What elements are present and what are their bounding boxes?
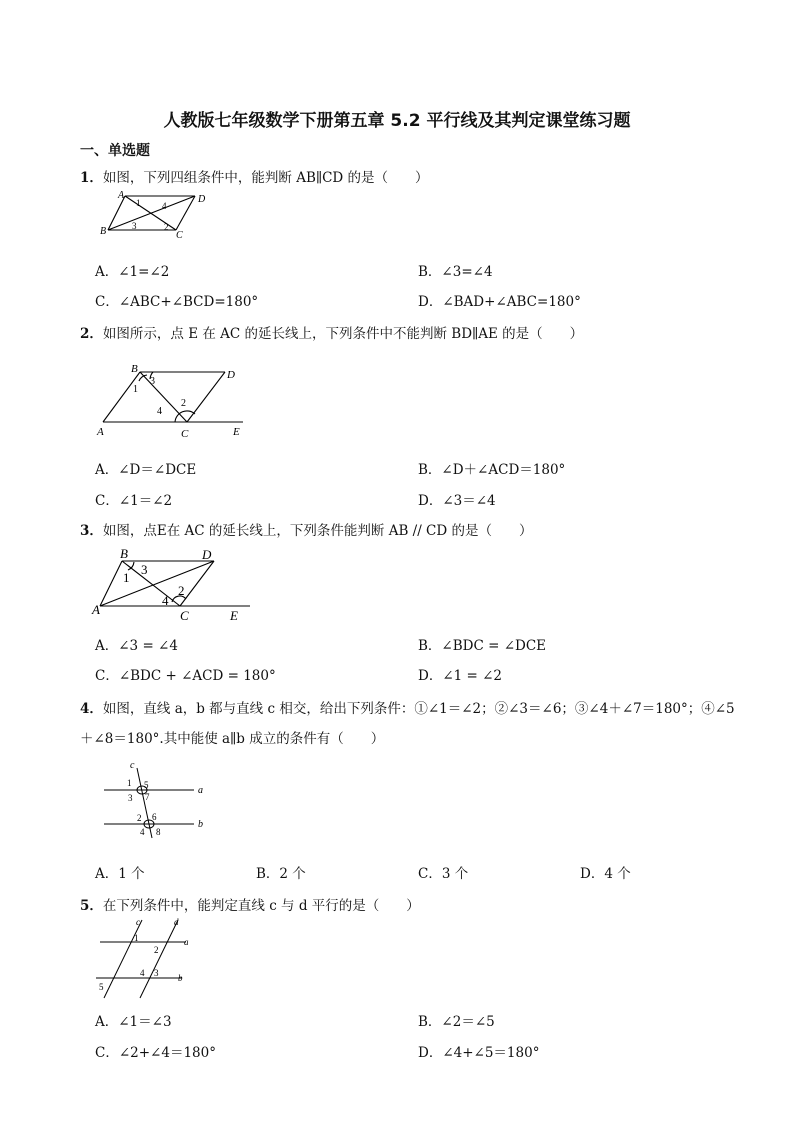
fig-label: D (227, 369, 235, 381)
option-b: B．2 个 (256, 866, 306, 882)
fig-label: 1 (123, 570, 130, 585)
option-c: C．∠1＝∠2 (95, 493, 173, 509)
figure-q2 (95, 362, 245, 440)
figure-q3 (92, 546, 252, 624)
option-a: A．∠1=∠2 (95, 264, 170, 280)
fig-label: 8 (156, 827, 161, 837)
fig-label: E (233, 426, 240, 438)
option-d: D．∠4+∠5＝180° (418, 1045, 540, 1061)
option-b: B．∠2＝∠5 (418, 1014, 495, 1030)
fig-label: 2 (154, 945, 159, 955)
fig-label: B (131, 363, 138, 375)
fig-label: 3 (128, 793, 133, 803)
option-b: B．∠BDC = ∠DCE (418, 638, 547, 654)
option-b: B．∠D＋∠ACD＝180° (418, 462, 566, 478)
question-5 (80, 894, 420, 914)
fig-label: 2 (137, 813, 142, 823)
fig-label: C (180, 608, 189, 623)
option-c: C．∠ABC+∠BCD=180° (95, 294, 259, 310)
fig-label: 7 (145, 792, 150, 802)
option-b: B．∠3=∠4 (418, 264, 493, 280)
fig-label: 3 (132, 221, 137, 231)
question-4 (80, 697, 735, 717)
fig-label: 5 (99, 982, 104, 992)
option-c: C．∠BDC + ∠ACD = 180° (95, 668, 276, 684)
question-stem: 如图所示，点 E 在 AC 的延长线上，下列条件中不能判断 BD∥AE 的是（ ） (102, 326, 584, 342)
fig-label: 2 (181, 398, 186, 409)
section-heading: 一、单选题 (80, 143, 150, 159)
fig-label: C (181, 428, 189, 440)
figure-q1 (100, 190, 210, 241)
option-a: A．1 个 (95, 866, 145, 882)
fig-label: C (176, 230, 183, 241)
fig-label: 3 (154, 968, 159, 978)
fig-label: A (118, 190, 125, 201)
question-3 (80, 519, 533, 539)
fig-label: 4 (162, 201, 167, 211)
question-stem: 如图，直线 a，b 都与直线 c 相交，给出下列条件：①∠1＝∠2；②∠3＝∠6；③∠4＋∠7＝180°；④∠5 (102, 701, 735, 717)
option-d: D．∠BAD+∠ABC=180° (418, 294, 581, 310)
question-number: 1． (80, 170, 103, 186)
fig-label: 1 (136, 198, 141, 208)
question-stem: 如图，点E在 AC 的延长线上，下列条件能判断 AB // CD 的是（ ） (102, 523, 533, 539)
fig-label: 6 (152, 812, 157, 822)
question-number: 3． (80, 523, 103, 539)
option-d: D．4 个 (580, 866, 631, 882)
option-c: C．∠2+∠4＝180° (95, 1045, 216, 1061)
option-d: D．∠1 = ∠2 (418, 668, 503, 684)
option-c: C．3 个 (418, 866, 469, 882)
question-stem: 在下列条件中，能判定直线 c 与 d 平行的是（ ） (102, 898, 420, 914)
fig-label: B (120, 546, 128, 561)
fig-label: A (92, 602, 100, 617)
fig-label: E (230, 608, 238, 623)
fig-label: b (178, 973, 183, 983)
figure-q5 (92, 916, 202, 1000)
fig-label: 4 (157, 406, 162, 417)
fig-label: D (202, 547, 212, 562)
option-d: D．∠3＝∠4 (418, 493, 496, 509)
fig-label: a (198, 785, 203, 796)
fig-label: a (184, 937, 189, 947)
fig-label: A (97, 426, 104, 438)
option-a: A．∠1＝∠3 (95, 1014, 172, 1030)
page-title: 人教版七年级数学下册第五章 5.2 平行线及其判定课堂练习题 (163, 111, 631, 131)
option-a: A．∠3 = ∠4 (95, 638, 178, 654)
fig-label: 1 (127, 778, 132, 788)
fig-label: 1 (133, 384, 138, 395)
fig-label: 2 (178, 583, 185, 598)
fig-label: 1 (134, 933, 139, 943)
fig-label: 3 (150, 376, 155, 387)
question-2 (80, 322, 583, 342)
fig-label: D (198, 194, 206, 205)
option-a: A．∠D＝∠DCE (95, 462, 197, 478)
question-stem: 如图，下列四组条件中，能判断 AB∥CD 的是（ ） (102, 170, 429, 186)
fig-label: 4 (162, 593, 169, 608)
fig-label: c (136, 917, 140, 927)
fig-label: 3 (141, 562, 148, 577)
question-4-line2: ＋∠8＝180°.其中能使 a∥b 成立的条件有（ ） (80, 731, 385, 747)
question-number: 5． (80, 898, 103, 914)
fig-label: c (130, 760, 135, 771)
fig-label: 2 (164, 222, 169, 232)
fig-label: B (100, 226, 107, 237)
fig-label: b (198, 819, 203, 830)
figure-q4 (100, 760, 210, 840)
fig-label: 5 (144, 780, 149, 790)
question-1 (80, 166, 429, 186)
fig-label: 4 (140, 827, 145, 837)
question-number: 2． (80, 326, 103, 342)
fig-label: 4 (140, 968, 145, 978)
question-number: 4． (80, 701, 103, 717)
fig-label: d (174, 917, 179, 927)
